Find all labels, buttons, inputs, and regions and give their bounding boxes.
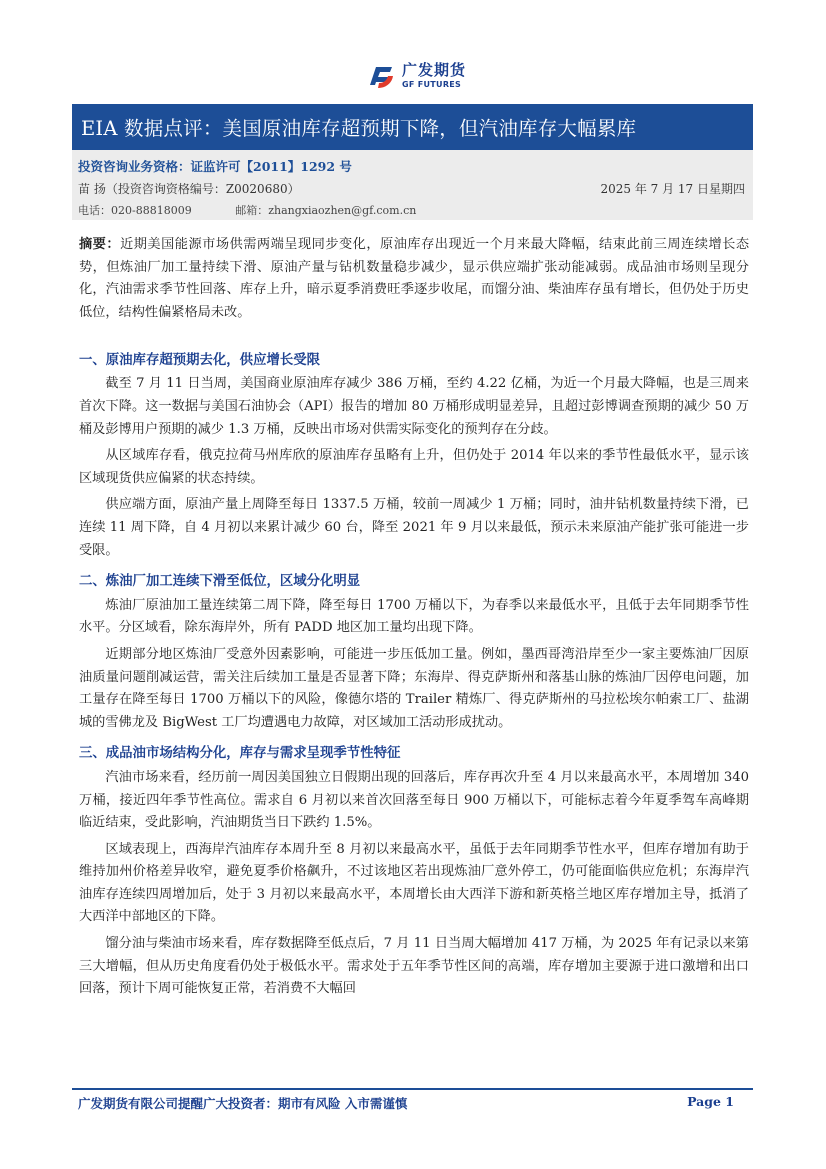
body-paragraph: 近期部分地区炼油厂受意外因素影响，可能进一步压低加工量。例如，墨西哥湾沿岸至少一家主要炼油厂因原油质量问题削减运营，需关注后续加工量是否显著下降；东海岸、得克萨斯州和落基山脉的炼油厂因停电问题，加工量存在降至每日 1700 万桶以下的风险，像德尔塔的 Trailer 精炼厂、得克萨斯州的马拉松埃尔帕索工厂、盐湖城的雪佛龙及 BigWest 工厂均遭遇电力故障，对区域加工活动形成扰动。 xyxy=(79,646,749,730)
body-paragraph: 从区域库存看，俄克拉荷马州库欣的原油库存虽略有上升，但仍处于 2014 年以来的季节性最低水平，显示该区域现货供应偏紧的状态持续。 xyxy=(79,448,749,486)
report-body xyxy=(79,234,749,1001)
risk-disclaimer: 广发期货有限公司提醒广大投资者：期市有风险 入市需谨慎 xyxy=(78,1096,408,1111)
summary-label: 摘要： xyxy=(79,237,121,252)
body-paragraph: 供应端方面，原油产量上周降至每日 1337.5 万桶，较前一周减少 1 万桶；同时，油井钻机数量持续下滑，已连续 11 周下降，自 4 月初以来累计减少 60 台，降至 2021 年 9 月以来最低，预示未来原油产能扩张可能进一步受限。 xyxy=(79,497,749,558)
footer-divider xyxy=(72,1088,753,1090)
phone-text: 电话：020-88818009 xyxy=(78,204,192,217)
logo-english-text: GF FUTURES xyxy=(402,80,462,89)
email-link[interactable]: 邮箱：zhangxiaozhen@gf.com.cn xyxy=(235,204,417,217)
section-heading-crude: 一、原油库存超预期去化，供应增长受限 xyxy=(79,351,321,368)
body-paragraph: 区域表现上，西海岸汽油库存本周升至 8 月初以来最高水平，虽低于去年同期季节性水平，但库存增加有助于维持加州价格差异收窄，避免夏季价格飙升，不过该地区若出现炼油厂意外停工，仍可能面临供应危机；东海岸汽油库存连续四周增加后，处于 3 月初以来最高水平，本周增长由大西洋下游和新英格兰地区库存增加主导，抵消了大西洋中部地区的下降。 xyxy=(79,841,749,925)
analyst-line: 苗 扬（投资咨询资格编号：Z0020680） xyxy=(78,182,300,196)
company-logo xyxy=(366,56,466,96)
qualification-line: 投资咨询业务资格：证监许可【2011】1292 号 xyxy=(78,159,352,174)
report-title: EIA 数据点评：美国原油库存超预期下降，但汽油库存大幅累库 xyxy=(72,104,753,150)
body-paragraph: 馏分油与柴油市场来看，库存数据降至低点后，7 月 11 日当周大幅增加 417 万桶，为 2025 年有记录以来第三大增幅，但从历史角度看仍处于极低水平。需求处于五年季节性区间的高端，库存增加主要源于进口激增和出口回落，预计下周可能恢复正常，若消费不大幅回 xyxy=(79,936,749,997)
contact-line xyxy=(78,202,416,218)
meta-info-panel xyxy=(72,150,753,220)
section-heading-refinery: 二、炼油厂加工连续下滑至低位，区域分化明显 xyxy=(79,573,361,590)
body-paragraph: 炼油厂原油加工量连续第二周下降，降至每日 1700 万桶以下，为春季以来最低水平，且低于去年同期季节性水平。分区域看，除东海岸外，所有 PADD 地区加工量均出现下降。 xyxy=(79,597,749,636)
logo-chinese-text: 广发期货 xyxy=(402,61,467,79)
gf-logo-icon xyxy=(366,61,396,91)
summary-paragraph xyxy=(79,234,749,325)
body-paragraph: 截至 7 月 11 日当周，美国商业原油库存减少 386 万桶，至约 4.22 亿桶，为近一个月最大降幅，也是三周来首次下降。这一数据与美国石油协会（API）报告的增加 80 万桶形成明显差异，且超过彭博调查预期的减少 50 万桶及彭博用户预期的减少 1.3 万桶，反映出市场对供需实际变化的预判存在分歧。 xyxy=(79,376,749,437)
body-paragraph: 汽油市场来看，经历前一周因美国独立日假期出现的回落后，库存再次升至 4 月以来最高水平，本周增加 340 万桶，接近四年季节性高位。需求自 6 月初以来首次回落至每日 900 万桶以下，可能标志着今年夏季驾车高峰期临近结束，受此影响，汽油期货当日下跌约 1.5%。 xyxy=(79,769,749,831)
section-heading-products: 三、成品油市场结构分化，库存与需求呈现季节性特征 xyxy=(79,745,401,762)
summary-text: 近期美国能源市场供需两端呈现同步变化，原油库存出现近一个月来最大降幅，结束此前三周连续增长态势，但炼油厂加工量持续下滑、原油产量与钻机数量稳步减少，显示供应端扩张动能减弱。成品油市场则呈现分化，汽油需求季节性回落、库存上升，暗示夏季消费旺季逐步收尾，而馏分油、柴油库存虽有增长，但仍处于历史低位，结构性偏紧格局未改。 xyxy=(79,237,750,321)
report-date: 2025 年 7 月 17 日星期四 xyxy=(600,182,745,196)
page-number: Page 1 xyxy=(687,1094,734,1109)
